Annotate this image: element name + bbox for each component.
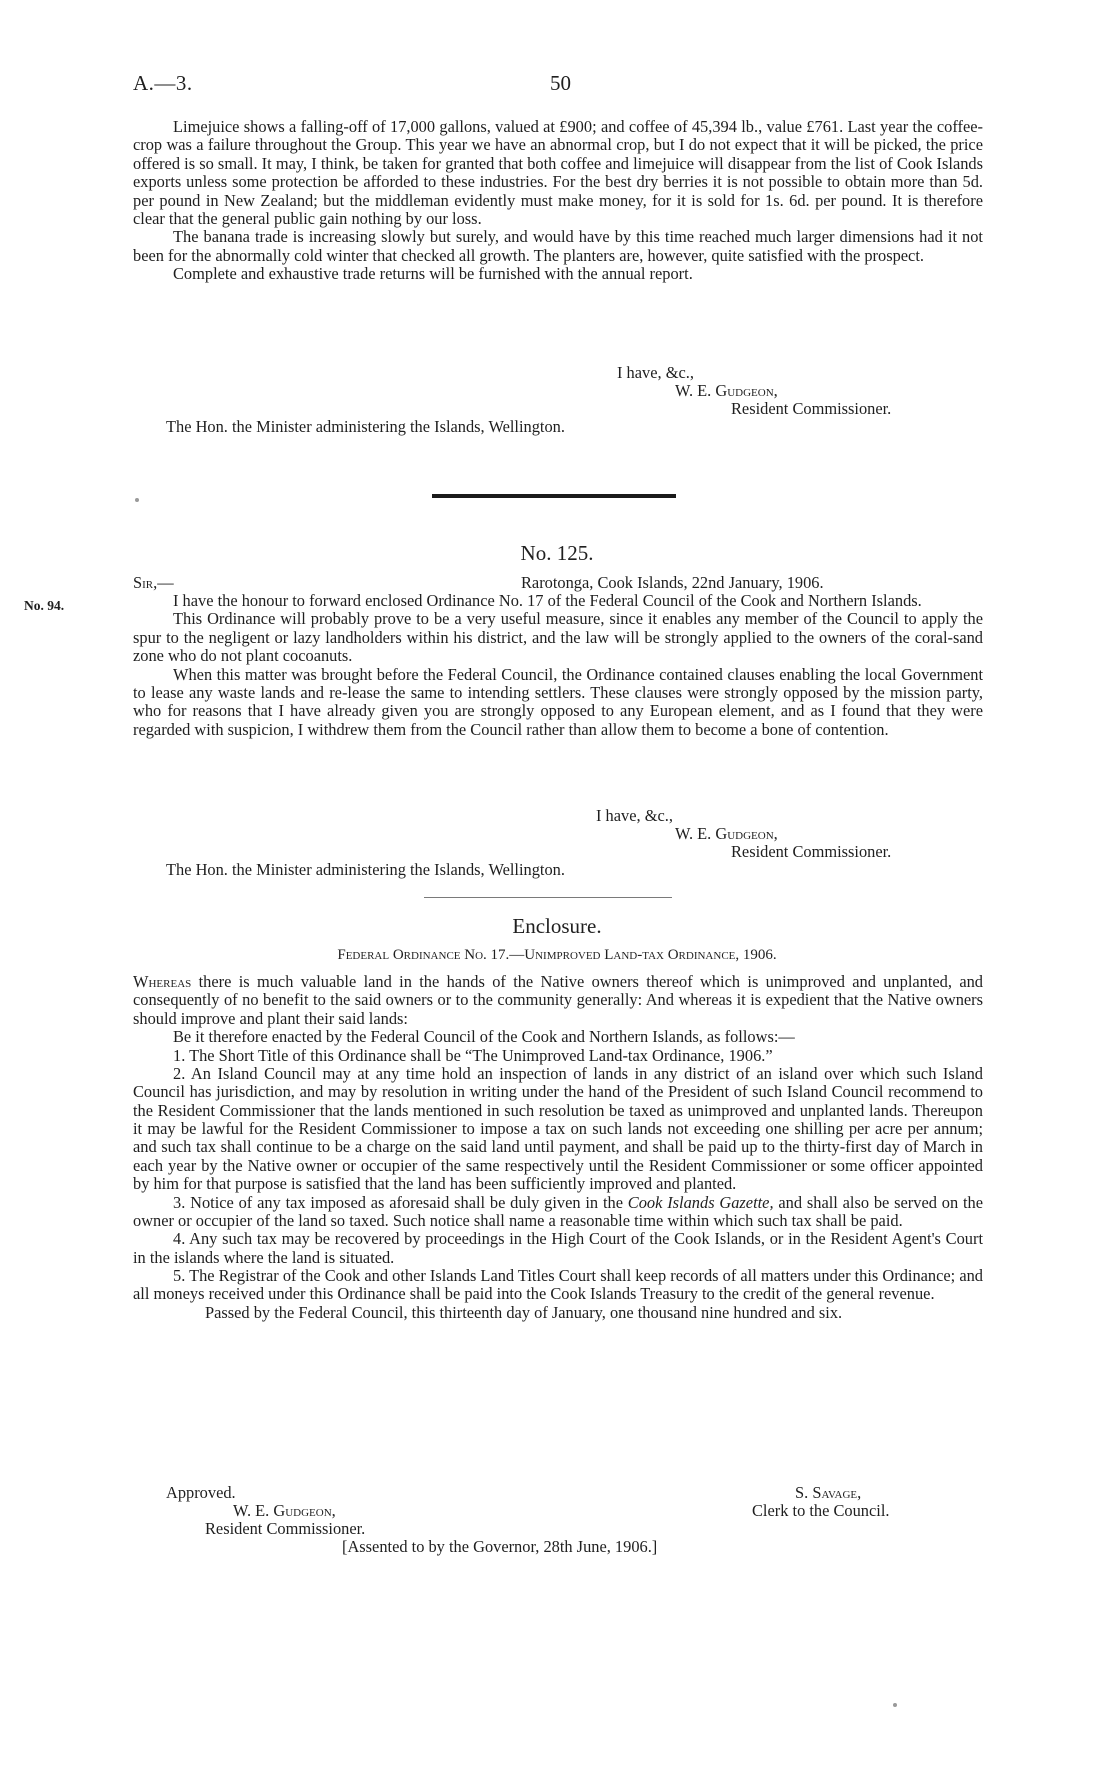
clerk-signatory xyxy=(795,1484,861,1502)
letter1-body xyxy=(133,118,983,283)
approver-initials: W. E. xyxy=(233,1501,270,1520)
clerk-title: Clerk to the Council. xyxy=(752,1501,890,1520)
letter1-paragraph: The banana trade is increasing slowly but surely, and would have by this time reached much larger dimensions had it not been for the abnormally cold winter that checked all growth. The planters are, however, quite satisfied with the prospect. xyxy=(133,227,983,265)
ordinance-clause-2: 2. An Island Council may at any time hold an inspection of lands in any district of an island over which such Island Council has jurisdiction, and may by resolution in writing under the hand of the President of such Island Council recommend to the Resident Commissioner that the lands mentioned in such resolution be taxed as unimproved and unplanted lands. Thereupon it may be lawful for the Resident Commissioner to impose a tax on such lands not exceeding one shilling per acre per annum; and such tax shall continue to be a charge on the said land until payment, and shall be paid up to the thirty-first day of March in each year by the Native owner or occupier of the same respectively until the Resident Commissioner or some officer appointed by him for that purpose is satisfied that the land has been sufficiently improved and planted. xyxy=(133,1063,983,1194)
approver-signatory xyxy=(233,1502,336,1520)
letter2-addressee: The Hon. the Minister administering the Islands, Wellington. xyxy=(166,860,565,879)
approver-title: Resident Commissioner. xyxy=(205,1519,366,1538)
clerk-surname: Savage, xyxy=(812,1483,862,1502)
margin-note: No. 94. xyxy=(24,598,65,613)
paper-speck xyxy=(893,1703,897,1707)
letter1-signatory-surname: Gudgeon, xyxy=(715,381,778,400)
ordinance-passed: Passed by the Federal Council, this thirteenth day of January, one thousand nine hundred and six. xyxy=(205,1302,843,1322)
ordinance-enacting: Be it therefore enacted by the Federal Council of the Cook and Northern Islands, as follows:— xyxy=(173,1027,795,1047)
letter2-signatory xyxy=(675,825,778,843)
letter2-signatory-surname: Gudgeon, xyxy=(715,824,778,843)
section-divider-thin xyxy=(424,897,672,898)
letter2-place-date: Rarotonga, Cook Islands, 22nd January, 1906. xyxy=(521,573,824,592)
document-reference: A.—3. xyxy=(133,71,193,95)
letter2-salutation: Sir,— xyxy=(133,573,174,592)
section-divider-thick xyxy=(432,494,676,498)
enclosure-heading: Enclosure. xyxy=(512,914,602,938)
letter1-addressee: The Hon. the Minister administering the Islands, Wellington. xyxy=(166,417,565,436)
letter2-paragraph: I have the honour to forward enclosed Ordinance No. 17 of the Federal Council of the Cook and Northern Islands. xyxy=(173,591,922,610)
ordinance-preamble xyxy=(133,973,983,1028)
assent-note: [Assented to by the Governor, 28th June, 1906.] xyxy=(342,1537,658,1556)
letter2-body xyxy=(133,592,983,739)
ordinance-clause-5: 5. The Registrar of the Cook and other Islands Land Titles Court shall keep records of all matters under this Ordinance; and all moneys received under this Ordinance shall be paid into the Cook Islands Treasury to the credit of the general revenue. xyxy=(133,1266,983,1304)
page-number: 50 xyxy=(550,71,571,95)
letter2-closing: I have, &c., xyxy=(596,806,673,825)
letter2-paragraph: When this matter was brought before the Federal Council, the Ordinance contained clauses enabling the local Government to lease any waste lands and re-lease the same to intending settlers. These clauses were strongly opposed by the mission party, who for reasons that I have already given you are strongly opposed to any European element, and as I found that they were regarded with suspicion, I withdrew them from the Council rather than allow them to become a bone of contention. xyxy=(133,664,983,739)
letter1-paragraph: Limejuice shows a falling-off of 17,000 gallons, valued at £900; and coffee of 45,394 lb., value £761. Last year the coffee-crop was a failure throughout the Group. This year we have an abnormal crop, but I do not expect that it will be picked, the price offered is so small. It may, I think, be taken for granted that both coffee and limejuice will disappear from the list of Cook Islands exports unless some protection be afforded to these industries. For the best dry berries it is not possible to obtain more than 5d. per pound in New Zealand; but the middleman evidently must make money, for it is sold for 1s. 6d. per pound. It is therefore clear that the general public gain nothing by our loss. xyxy=(133,117,983,228)
letter2-signatory-title: Resident Commissioner. xyxy=(731,842,892,861)
letter1-signatory-title: Resident Commissioner. xyxy=(731,399,892,418)
ordinance-clause-1: 1. The Short Title of this Ordinance shall be “The Unimproved Land-tax Ordinance, 1906.” xyxy=(173,1045,773,1065)
preamble-lead: Whereas xyxy=(133,972,192,991)
approved-label: Approved. xyxy=(166,1483,236,1502)
ordinance-clause-3 xyxy=(133,1194,983,1231)
clause-3-text-a: 3. Notice of any tax imposed as aforesaid shall be duly given in the xyxy=(173,1192,623,1212)
letter1-closing: I have, &c., xyxy=(617,363,694,382)
preamble-text: there is much valuable land in the hands of the Native owners thereof which is unimproved and unplanted, and consequently of no benefit to the said owners or to the community generally: And whereas it is expedient that the Native owners should improve and plant their said lands: xyxy=(133,972,983,1028)
clause-3-text-b: and shall also be served on the owner or occupier of the land so taxed. Such notice shall name a reasonable time within which such tax shall be paid. xyxy=(133,1192,983,1230)
letter2-signatory-initials: W. E. xyxy=(675,824,712,843)
letter1-signatory xyxy=(675,382,778,400)
clerk-initial: S. xyxy=(795,1483,809,1502)
approver-surname: Gudgeon, xyxy=(273,1501,336,1520)
letter2-paragraph: This Ordinance will probably prove to be a very useful measure, since it enables any member of the Council to apply the spur to the negligent or lazy landholders within his district, and the law will be strongly applied to the owners of the coral-sand zone who do not plant cocoanuts. xyxy=(133,609,983,666)
letter1-signatory-initials: W. E. xyxy=(675,381,712,400)
letter1-paragraph: Complete and exhaustive trade returns will be furnished with the annual report. xyxy=(173,264,693,283)
letter2-number: No. 125. xyxy=(520,541,594,565)
gazette-title: Cook Islands Gazette, xyxy=(627,1192,774,1212)
enclosure-subtitle: Federal Ordinance No. 17.—Unimproved Land-tax Ordinance, 1906. xyxy=(337,947,777,963)
ordinance-body xyxy=(133,973,983,1322)
ordinance-clause-4: 4. Any such tax may be recovered by proceedings in the High Court of the Cook Islands, or in the Resident Agent's Court in the islands where the land is situated. xyxy=(133,1229,983,1267)
paper-speck xyxy=(135,498,139,502)
